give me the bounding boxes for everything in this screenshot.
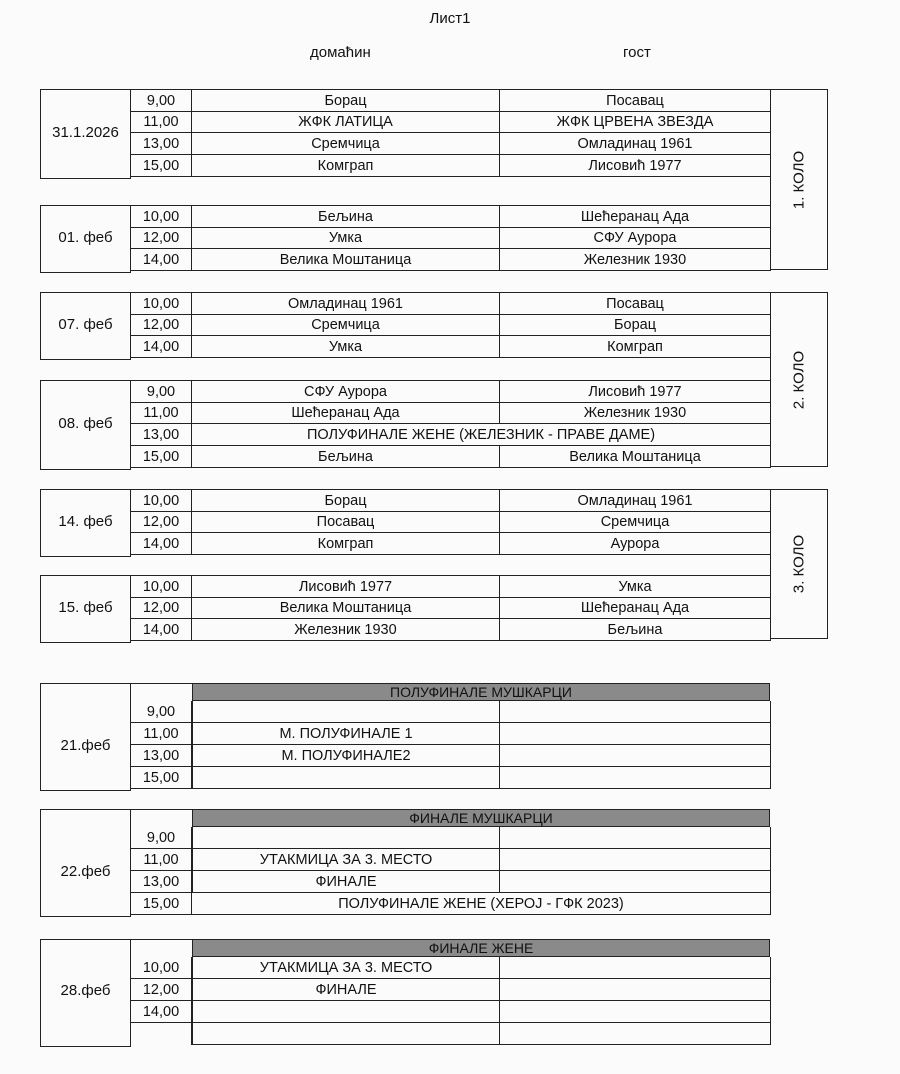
match-time: 15,00 (130, 767, 192, 789)
away-team: Велика Моштаница (500, 446, 771, 468)
match-time: 10,00 (130, 206, 192, 228)
finals-row (130, 849, 771, 871)
away-team: Бељина (500, 619, 771, 641)
home-team: Комграп (192, 155, 500, 177)
match-time: 11,00 (130, 723, 192, 745)
away-team: Омладинац 1961 (500, 490, 771, 512)
home-team: Бељина (192, 446, 500, 468)
away-header: гост (623, 44, 651, 61)
away-team (500, 849, 771, 871)
away-team (500, 723, 771, 745)
match-row (130, 205, 771, 228)
home-header: домаћин (310, 44, 371, 61)
away-team: Лисовић 1977 (500, 155, 771, 177)
away-team: Аурора (500, 533, 771, 555)
away-team: Сремчица (500, 511, 771, 533)
match-row (130, 575, 771, 598)
match-time: 10,00 (130, 576, 192, 598)
home-team: СФУ Аурора (192, 381, 500, 403)
home-team: ФИНАЛЕ (192, 979, 500, 1001)
home-team: УТАКМИЦА ЗА 3. МЕСТО (192, 849, 500, 871)
home-team: УТАКМИЦА ЗА 3. МЕСТО (192, 957, 500, 979)
round-label (770, 292, 828, 467)
away-team: Борац (500, 314, 771, 336)
home-team: ЖФК ЛАТИЦА (192, 111, 500, 133)
finals-date: 22.феб (60, 863, 111, 880)
finals-row (130, 723, 771, 745)
home-team (192, 701, 500, 723)
away-team: Посавац (500, 293, 771, 315)
match-row (130, 380, 771, 403)
finals-header-row (130, 939, 193, 957)
match-time: 12,00 (130, 314, 192, 336)
home-team: Бељина (192, 206, 500, 228)
finals-row (130, 701, 771, 723)
match-row (130, 111, 771, 133)
match-row (130, 89, 771, 112)
home-team: Сремчица (192, 133, 500, 155)
home-team: Велика Моштаница (192, 597, 500, 619)
home-team: Сремчица (192, 314, 500, 336)
match-row (130, 292, 771, 315)
away-team (500, 767, 771, 789)
match-time: 15,00 (130, 155, 192, 177)
away-team (500, 979, 771, 1001)
away-team: Умка (500, 576, 771, 598)
home-team: Умка (192, 227, 500, 249)
home-team: Комграп (192, 533, 500, 555)
away-team: Омладинац 1961 (500, 133, 771, 155)
match-time: 12,00 (130, 979, 192, 1001)
match-date: 14. феб (58, 513, 113, 530)
home-team: Велика Моштаница (192, 249, 500, 271)
round-label (770, 489, 828, 639)
match-row (130, 446, 771, 468)
match-time: 10,00 (130, 490, 192, 512)
finals-row (130, 827, 771, 849)
finals-row (130, 957, 771, 979)
home-team: Умка (192, 336, 500, 358)
finals-header-row (130, 809, 193, 827)
round-label-text: 1. КОЛО (790, 150, 808, 209)
finals-banner: ФИНАЛЕ ЖЕНЕ (192, 939, 770, 957)
away-team: СФУ Аурора (500, 227, 771, 249)
match-time: 14,00 (130, 336, 192, 358)
home-team: Железник 1930 (192, 619, 500, 641)
away-team: Посавац (500, 90, 771, 112)
match-time: 9,00 (130, 381, 192, 403)
match-time: 9,00 (130, 827, 192, 849)
match-row (130, 227, 771, 249)
away-team (500, 957, 771, 979)
match-time: 11,00 (130, 402, 192, 424)
finals-date: 28.феб (60, 982, 111, 999)
away-team: Комграп (500, 336, 771, 358)
match-time: 12,00 (130, 511, 192, 533)
match-date: 08. феб (58, 415, 113, 432)
match-time: 12,00 (130, 597, 192, 619)
away-team: Железник 1930 (500, 402, 771, 424)
match-time: 10,00 (130, 293, 192, 315)
match-time: 9,00 (130, 90, 192, 112)
match-note: ПОЛУФИНАЛЕ ЖЕНЕ (ХЕРОЈ - ГФК 2023) (192, 893, 771, 915)
match-time: 14,00 (130, 533, 192, 555)
match-time: 14,00 (130, 1001, 192, 1023)
finals-banner: ФИНАЛЕ МУШКАРЦИ (192, 809, 770, 827)
match-row (130, 489, 771, 512)
home-team: Омладинац 1961 (192, 293, 500, 315)
match-row (130, 133, 771, 155)
match-row (130, 619, 771, 641)
away-team: Лисовић 1977 (500, 381, 771, 403)
finals-row (130, 767, 771, 789)
finals-row (130, 979, 771, 1001)
finals-row (130, 1001, 771, 1023)
match-row (130, 314, 771, 336)
match-time: 13,00 (130, 871, 192, 893)
finals-row (130, 893, 771, 915)
away-team (500, 1023, 771, 1045)
match-time: 13,00 (130, 133, 192, 155)
home-team: Лисовић 1977 (192, 576, 500, 598)
finals-row (130, 871, 771, 893)
match-time: 12,00 (130, 227, 192, 249)
home-team (192, 767, 500, 789)
finals-row (130, 745, 771, 767)
match-time: 15,00 (130, 446, 192, 468)
away-team (500, 745, 771, 767)
match-time: 13,00 (130, 424, 192, 446)
match-date: 15. феб (58, 599, 113, 616)
away-team (500, 701, 771, 723)
match-row (130, 249, 771, 271)
round-label-text: 2. КОЛО (790, 350, 808, 409)
away-team (500, 1001, 771, 1023)
finals-date: 21.феб (60, 737, 111, 754)
home-team: Борац (192, 90, 500, 112)
match-note: ПОЛУФИНАЛЕ ЖЕНЕ (ЖЕЛЕЗНИК - ПРАВЕ ДАМЕ) (192, 424, 771, 446)
home-team (192, 1023, 500, 1045)
away-team: Шећеранац Ада (500, 597, 771, 619)
finals-banner: ПОЛУФИНАЛЕ МУШКАРЦИ (192, 683, 770, 701)
match-time: 15,00 (130, 893, 192, 915)
away-team: Шећеранац Ада (500, 206, 771, 228)
round-label (770, 89, 828, 270)
match-date: 31.1.2026 (52, 124, 119, 141)
finals-header-row (130, 683, 193, 701)
home-team: М. ПОЛУФИНАЛЕ2 (192, 745, 500, 767)
match-row (130, 424, 771, 446)
home-team (192, 1001, 500, 1023)
away-team: Железник 1930 (500, 249, 771, 271)
match-row (130, 402, 771, 424)
match-row (130, 336, 771, 358)
finals-row (130, 1023, 771, 1045)
match-time: 11,00 (130, 111, 192, 133)
home-team: Шећеранац Ада (192, 402, 500, 424)
home-team: Посавац (192, 511, 500, 533)
match-time (130, 1023, 192, 1045)
match-time: 13,00 (130, 745, 192, 767)
match-time: 11,00 (130, 849, 192, 871)
match-time: 14,00 (130, 249, 192, 271)
home-team: М. ПОЛУФИНАЛЕ 1 (192, 723, 500, 745)
home-team: Борац (192, 490, 500, 512)
home-team (192, 827, 500, 849)
sheet-title: Лист1 (429, 10, 471, 27)
away-team (500, 827, 771, 849)
round-label-text: 3. КОЛО (790, 534, 808, 594)
away-team (500, 871, 771, 893)
match-date: 01. феб (58, 229, 113, 246)
away-team: ЖФК ЦРВЕНА ЗВЕЗДА (500, 111, 771, 133)
match-time: 14,00 (130, 619, 192, 641)
match-date: 07. феб (58, 316, 113, 333)
match-time: 10,00 (130, 957, 192, 979)
match-time: 9,00 (130, 701, 192, 723)
match-row (130, 597, 771, 619)
home-team: ФИНАЛЕ (192, 871, 500, 893)
match-row (130, 155, 771, 177)
match-row (130, 511, 771, 533)
match-row (130, 533, 771, 555)
